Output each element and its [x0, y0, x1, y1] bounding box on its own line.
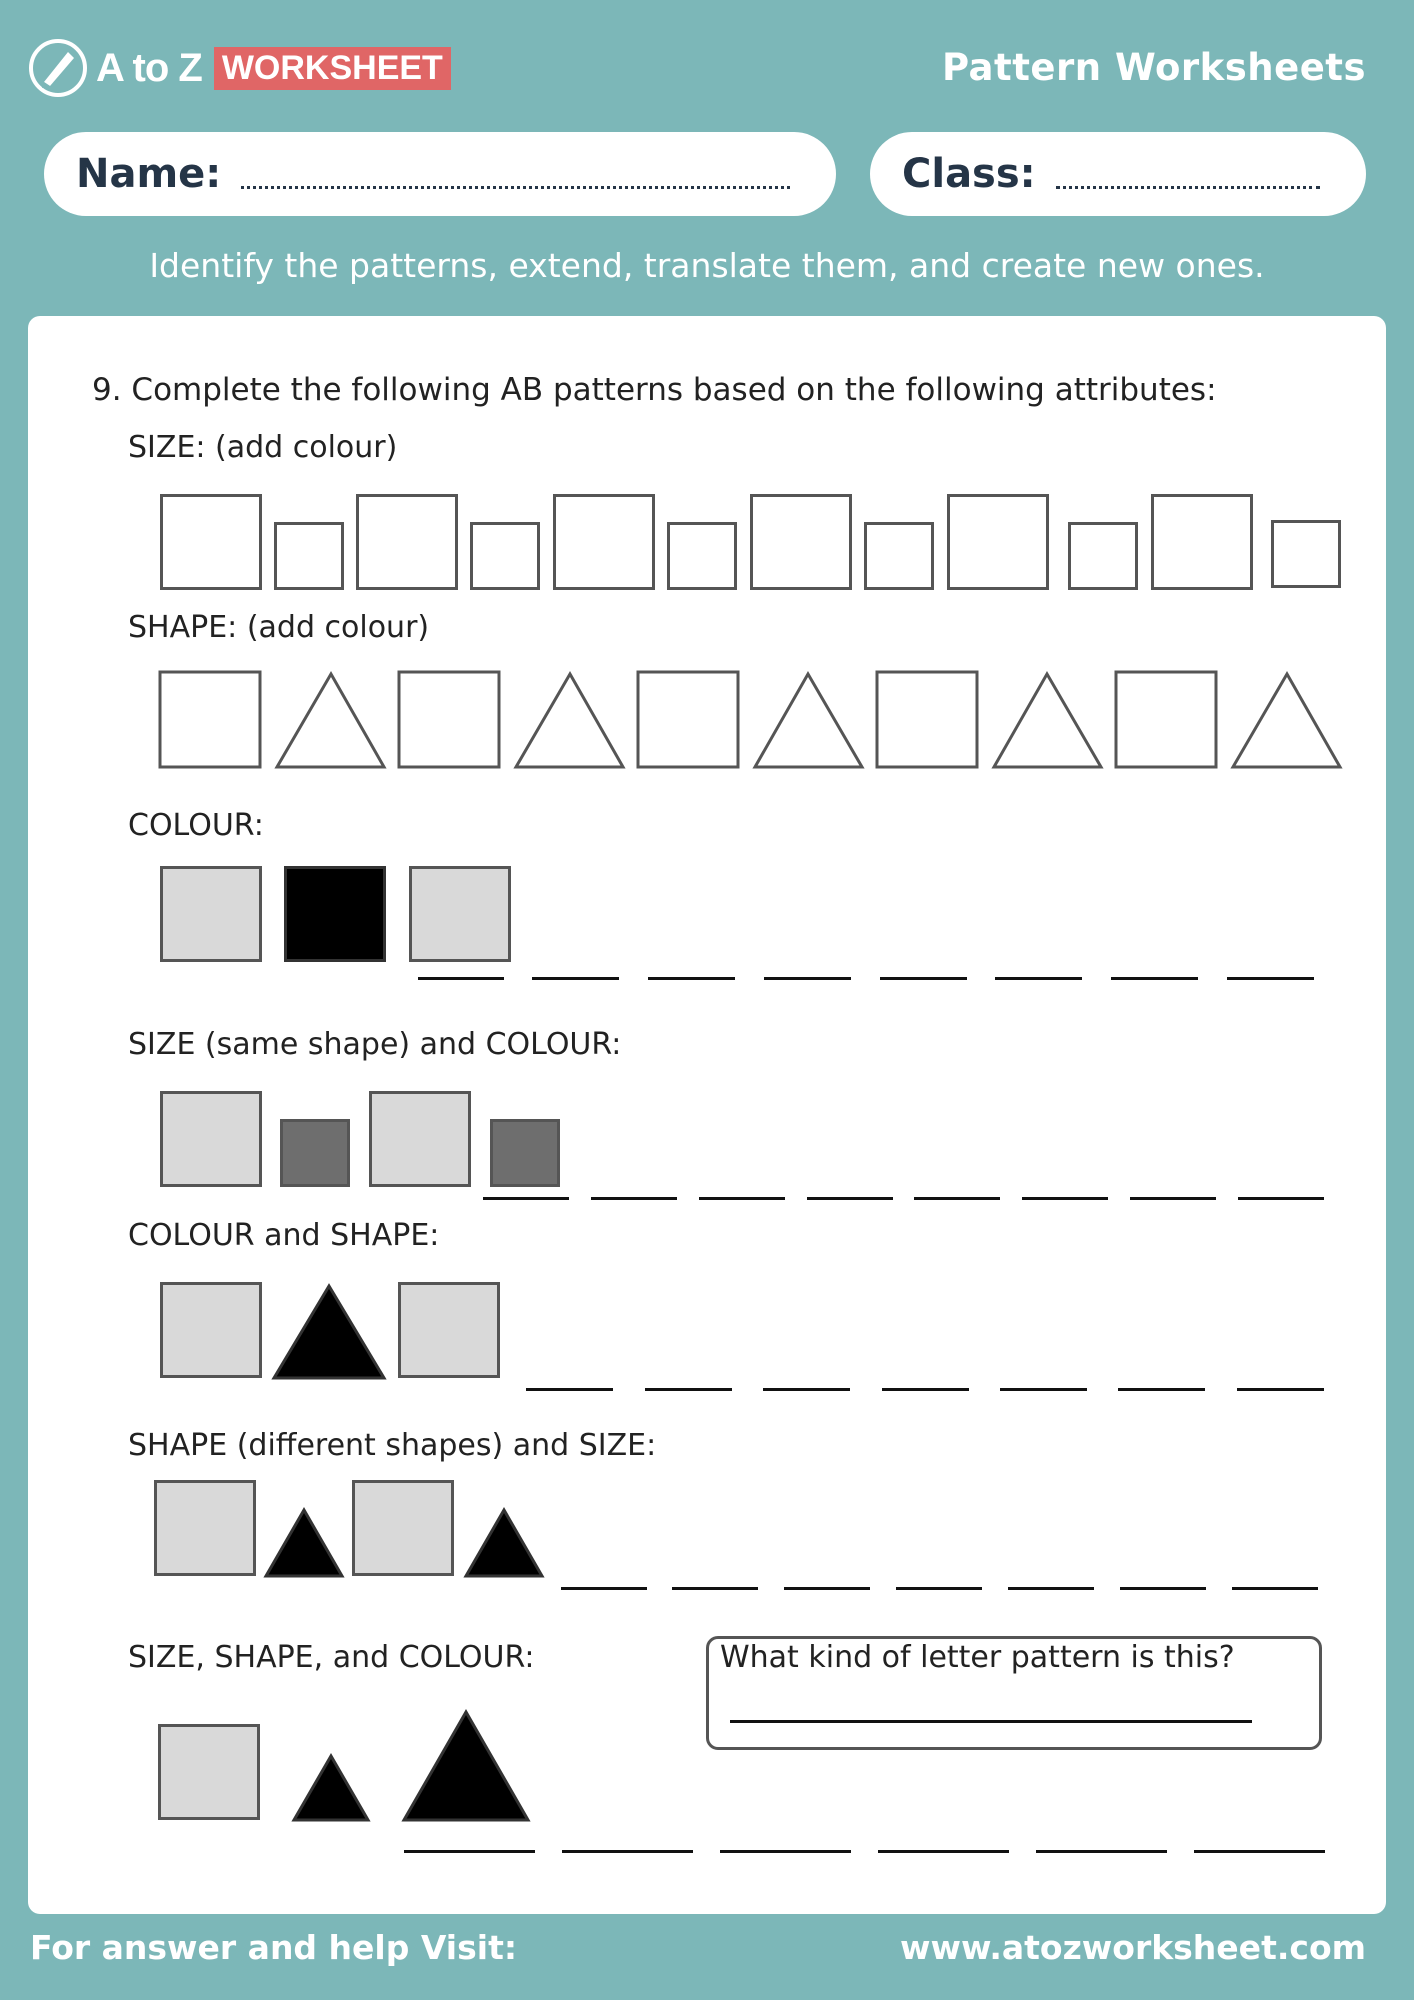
question-text: 9. Complete the following AB patterns based on the following attributes:	[92, 372, 1217, 408]
pattern-square-large-light	[369, 1091, 471, 1187]
class-label: Class:	[902, 151, 1036, 197]
answer-blank[interactable]	[591, 1197, 677, 1200]
pattern-triangle	[277, 674, 384, 767]
pattern-triangle-small-black	[290, 1752, 372, 1824]
answer-blank[interactable]	[882, 1388, 969, 1391]
answer-blank[interactable]	[1022, 1197, 1108, 1200]
pattern-square	[638, 672, 738, 767]
pattern-square-light	[154, 1480, 256, 1576]
section-label-size-colour: SIZE (same shape) and COLOUR:	[128, 1027, 622, 1062]
pattern-triangle-small-black	[462, 1506, 546, 1580]
instruction-text: Identify the patterns, extend, translate them, and create new ones.	[149, 246, 1265, 285]
pattern-square	[877, 672, 977, 767]
answer-blank[interactable]	[1194, 1850, 1325, 1853]
pattern-square-light	[160, 1282, 262, 1378]
answer-blank[interactable]	[764, 977, 851, 980]
answer-blank[interactable]	[807, 1197, 893, 1200]
answer-blank[interactable]	[561, 1587, 647, 1590]
name-label: Name:	[76, 151, 222, 197]
answer-blank[interactable]	[1118, 1388, 1205, 1391]
answer-blank[interactable]	[1227, 977, 1314, 980]
pattern-triangle	[516, 674, 623, 767]
section-label-size: SIZE: (add colour)	[128, 430, 398, 465]
answer-blank[interactable]	[645, 1388, 732, 1391]
answer-blank[interactable]	[1000, 1388, 1087, 1391]
footer-help-text: For answer and help Visit:	[30, 1928, 518, 1967]
section-label-size-shape-colour: SIZE, SHAPE, and COLOUR:	[128, 1640, 535, 1675]
answer-blank[interactable]	[763, 1388, 850, 1391]
pattern-square	[1116, 672, 1216, 767]
answer-blank[interactable]	[1111, 977, 1198, 980]
pattern-square	[399, 672, 499, 767]
pattern-triangle	[994, 674, 1101, 767]
answer-blank[interactable]	[1130, 1197, 1216, 1200]
pattern-square-large-light	[160, 1091, 262, 1187]
pattern-square-light	[409, 866, 511, 962]
section-label-colour-shape: COLOUR and SHAPE:	[128, 1218, 440, 1253]
pattern-triangle-large-black	[400, 1708, 532, 1824]
letter-pattern-prompt: What kind of letter pattern is this?	[720, 1640, 1235, 1675]
section-label-colour: COLOUR:	[128, 808, 264, 843]
answer-blank[interactable]	[1237, 1388, 1324, 1391]
logo-text: A to Z	[96, 45, 202, 90]
pattern-triangle	[755, 674, 862, 767]
answer-blank[interactable]	[878, 1850, 1009, 1853]
answer-blank[interactable]	[896, 1587, 982, 1590]
letter-pattern-answer-line[interactable]	[730, 1720, 1252, 1723]
pattern-square-light	[158, 1724, 260, 1820]
answer-blank[interactable]	[648, 977, 735, 980]
answer-blank[interactable]	[699, 1197, 785, 1200]
answer-blank[interactable]	[418, 977, 504, 980]
footer-url-link[interactable]: www.atozworksheet.com	[899, 1928, 1366, 1967]
answer-blank[interactable]	[880, 977, 967, 980]
pattern-triangle-small-black	[262, 1506, 346, 1580]
answer-blank[interactable]	[483, 1197, 569, 1200]
pattern-square-light	[352, 1480, 454, 1576]
pattern-square-light	[160, 866, 262, 962]
pattern-square-light	[398, 1282, 500, 1378]
answer-blank[interactable]	[404, 1850, 535, 1853]
answer-blank[interactable]	[1036, 1850, 1167, 1853]
section-label-shape: SHAPE: (add colour)	[128, 610, 430, 645]
answer-blank[interactable]	[1232, 1587, 1318, 1590]
pattern-square-small-grey	[280, 1119, 350, 1187]
section-label-shape-size: SHAPE (different shapes) and SIZE:	[128, 1428, 657, 1463]
pattern-triangle	[1233, 674, 1340, 767]
answer-blank[interactable]	[1120, 1587, 1206, 1590]
answer-blank[interactable]	[532, 977, 619, 980]
answer-blank[interactable]	[914, 1197, 1000, 1200]
shape-pattern-row	[0, 0, 1414, 800]
pattern-square-black	[284, 866, 386, 962]
answer-blank[interactable]	[672, 1587, 758, 1590]
logo-badge: WORKSHEET	[214, 47, 451, 90]
answer-blank[interactable]	[1008, 1587, 1094, 1590]
answer-blank[interactable]	[720, 1850, 851, 1853]
answer-blank[interactable]	[784, 1587, 870, 1590]
pattern-square-small-grey	[490, 1119, 560, 1187]
answer-blank[interactable]	[526, 1388, 613, 1391]
answer-blank[interactable]	[995, 977, 1082, 980]
pattern-square	[160, 672, 260, 767]
page-title: Pattern Worksheets	[941, 46, 1366, 89]
answer-blank[interactable]	[1238, 1197, 1324, 1200]
answer-blank[interactable]	[562, 1850, 693, 1853]
pattern-triangle-black	[270, 1280, 390, 1382]
